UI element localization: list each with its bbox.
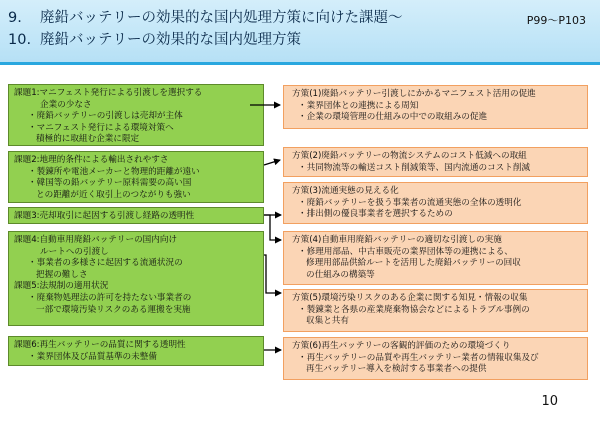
title-number-2: 10.: [8, 32, 32, 48]
policy-3-line: ・廃鉛バッテリーを扱う事業者の流通実態の全体の透明化: [298, 197, 522, 208]
issue-4-line: 把握の難しさ: [36, 269, 88, 280]
issue-3-heading: 課題3:売却取引に起因する引渡し経路の透明性: [14, 211, 195, 221]
issue-4-line: ルートへの引渡し: [40, 246, 109, 257]
policy-4-line: ・修理用部品、中古車販売の業界団体等の連携による、: [298, 246, 513, 257]
issue-2-line: ・製錬所や電池メーカーと物理的距離が遠い: [28, 166, 200, 177]
issue-5-heading: 課題5:法規制の適用状況: [14, 281, 109, 292]
policy-5-line: 収集と共有: [306, 316, 349, 327]
issue-2-line: ・韓国等の鉛バッテリー原料需要の高い国: [28, 178, 192, 189]
issue-1-line: 企業の少なさ: [40, 99, 92, 110]
arrow-issue2-policy2: [264, 160, 280, 165]
issue-2-heading: 課題2:地理的条件による輸出されやすさ: [14, 155, 169, 165]
policy-3-heading: 方策(3)流通実態の見える化: [292, 186, 399, 196]
policy-1-heading: 方策(1)廃鉛バッテリー引渡しにかかるマニフェスト活用の促進: [292, 89, 536, 99]
policy-3-line: ・排出側の優良事業者を選択するための: [298, 209, 453, 220]
page-number: 10: [541, 394, 558, 409]
issue-4-heading: 課題4:自動車用廃鉛バッテリーの国内向け: [14, 235, 178, 245]
issue-5-line: ・廃棄物処理法の許可を持たない事業者の: [28, 292, 192, 303]
title-number-1: 9.: [8, 10, 22, 26]
policy-4-line: 修理用部品供給ルートを活用した廃鉛バッテリーの回収: [306, 258, 521, 269]
policy-6-heading: 方策(6)再生バッテリーの客観的評価のための環境づくり: [292, 341, 511, 351]
issue-6-line: ・業界団体及び品質基準の未整備: [28, 351, 157, 362]
arrow-issue4-policy5: [264, 255, 281, 293]
policy-2-heading: 方策(2)廃鉛バッテリーの物流システムのコスト低減への取組: [292, 151, 527, 161]
policy-5-heading: 方策(5)環境汚染リスクのある企業に関する知見・情報の収集: [292, 293, 528, 303]
issue-6-heading: 課題6:再生バッテリーの品質に関する透明性: [14, 340, 186, 350]
page-range: P99～P103: [526, 14, 586, 27]
issue-1-heading: 課題1:マニフェスト発行による引渡しを選択する: [14, 88, 203, 98]
policy-6-line: 再生バッテリー導入を検討する事業者への提供: [306, 364, 487, 375]
title-text-1: 廃鉛バッテリーの効果的な国内処理方策に向けた課題～: [40, 10, 403, 26]
issue-5-line: 一部で環境汚染リスクのある運搬を実施: [36, 304, 191, 315]
issue-1-line: ・廃鉛バッテリーの引渡しは売却が主体: [28, 111, 183, 122]
issue-4-line: ・事業者の多様さに起因する流通状況の: [28, 258, 183, 269]
issue-1-line: 積極的に取組む企業に限定: [36, 134, 140, 145]
policy-2-line: ・共同物流等の輸送コスト削減策等、国内流通のコスト削減: [298, 162, 531, 173]
policy-1-line: ・業界団体との連携による周知: [298, 100, 419, 111]
title-text-2: 廃鉛バッテリーの効果的な国内処理方策: [40, 32, 301, 48]
policy-4-line: の仕組みの構築等: [306, 269, 375, 280]
policy-4-heading: 方策(4)自動車用廃鉛バッテリーの適切な引渡しの実施: [292, 235, 502, 245]
policy-1-line: ・企業の環境管理の仕組みの中での取組みの促進: [298, 112, 488, 123]
policy-5-line: ・製錬業と各県の産業廃棄物協会などによるトラブル事例の: [298, 304, 530, 315]
arrow-issue3-policy4: [264, 215, 281, 240]
issue-1-line: ・マニフェスト発行による環境対策へ: [28, 122, 174, 133]
policy-6-line: ・再生バッテリーの品質や再生バッテリー業者の情報収集及び: [298, 352, 539, 363]
issue-2-line: との距離が近く取引上のつながりも強い: [36, 189, 191, 200]
